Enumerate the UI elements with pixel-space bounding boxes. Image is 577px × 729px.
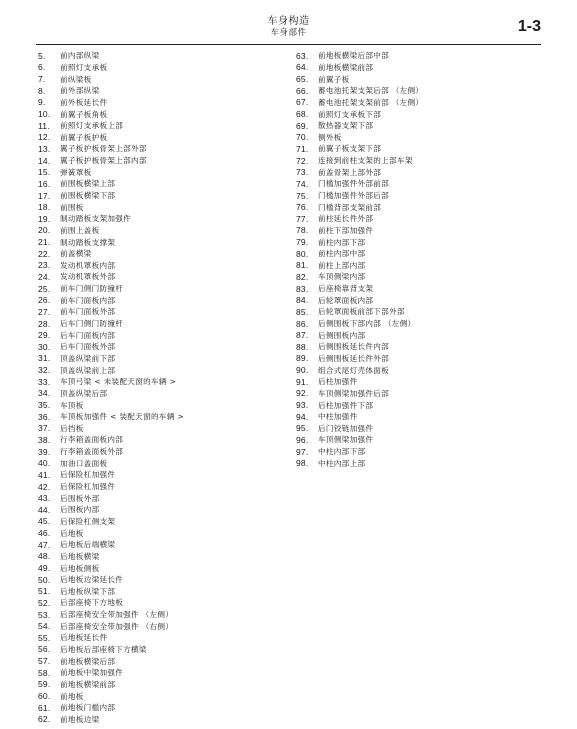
item-label: 前外部纵梁 bbox=[60, 86, 100, 96]
item-number: 5. bbox=[38, 50, 46, 61]
item-label: 弹簧罩板 bbox=[60, 167, 92, 177]
item-number: 61. bbox=[38, 702, 51, 713]
item-number: 94. bbox=[296, 411, 309, 422]
list-item bbox=[296, 364, 546, 376]
list-item bbox=[296, 306, 546, 318]
item-label: 后地板 bbox=[60, 528, 84, 538]
item-label: 前车门面板外部 bbox=[60, 307, 116, 317]
item-number: 22. bbox=[38, 248, 51, 259]
item-number: 54. bbox=[38, 621, 51, 632]
title-block bbox=[0, 16, 577, 38]
item-number: 90. bbox=[296, 365, 309, 376]
list-item bbox=[38, 667, 278, 679]
item-number: 25. bbox=[38, 283, 51, 294]
item-label: 后保险杠加强件 bbox=[60, 470, 116, 480]
item-number: 96. bbox=[296, 434, 309, 445]
list-item bbox=[296, 318, 546, 330]
item-number: 91. bbox=[296, 376, 309, 387]
list-item bbox=[38, 97, 278, 109]
list-item bbox=[38, 504, 278, 516]
list-item bbox=[38, 399, 278, 411]
list-item bbox=[38, 574, 278, 586]
item-number: 50. bbox=[38, 574, 51, 585]
item-label: 顶盖纵梁后部 bbox=[60, 388, 108, 398]
list-item bbox=[296, 50, 546, 62]
list-item bbox=[296, 155, 546, 167]
item-label: 后侧围板延长件内部 bbox=[318, 342, 390, 352]
list-item bbox=[38, 620, 278, 632]
list-item bbox=[38, 318, 278, 330]
item-number: 78. bbox=[296, 225, 309, 236]
item-number: 48. bbox=[38, 551, 51, 562]
item-label: 后侧围板下部内部 （左侧） bbox=[318, 319, 416, 329]
list-item bbox=[296, 329, 546, 341]
list-item bbox=[296, 236, 546, 248]
item-number: 45. bbox=[38, 516, 51, 527]
item-label: 前内部纵梁 bbox=[60, 51, 100, 61]
list-item bbox=[296, 353, 546, 365]
item-label: 前地板横梁后部 bbox=[60, 656, 116, 666]
item-number: 84. bbox=[296, 295, 309, 306]
item-number: 31. bbox=[38, 353, 51, 364]
item-label: 前地板中梁加强件 bbox=[60, 668, 124, 678]
list-item bbox=[38, 73, 278, 85]
item-label: 前翼子板 bbox=[318, 74, 350, 84]
list-item bbox=[38, 248, 278, 260]
item-number: 95. bbox=[296, 423, 309, 434]
item-number: 89. bbox=[296, 353, 309, 364]
list-item bbox=[38, 329, 278, 341]
item-label: 后部座椅安全带加强件 （右侧） bbox=[60, 621, 174, 631]
item-number: 55. bbox=[38, 632, 51, 643]
list-item bbox=[38, 341, 278, 353]
item-number: 72. bbox=[296, 155, 309, 166]
item-label: 后车门面板内部 bbox=[60, 330, 116, 340]
item-number: 47. bbox=[38, 539, 51, 550]
item-label: 制动踏板支撑架 bbox=[60, 237, 116, 247]
item-label: 前围板横梁下部 bbox=[60, 191, 116, 200]
list-item bbox=[38, 481, 278, 493]
list-item bbox=[296, 248, 546, 260]
item-label: 后保险杠加强件 bbox=[60, 482, 116, 492]
list-item bbox=[296, 294, 546, 306]
list-item bbox=[296, 271, 546, 283]
item-number: 51. bbox=[38, 586, 51, 597]
item-number: 17. bbox=[38, 190, 51, 201]
item-number: 66. bbox=[296, 85, 309, 96]
item-label: 后门铰链加强件 bbox=[318, 423, 374, 433]
item-number: 77. bbox=[296, 213, 309, 224]
item-label: 前柱内部下部 bbox=[318, 237, 366, 247]
list-item bbox=[296, 97, 546, 109]
item-label: 后侧围板内部 bbox=[318, 330, 366, 340]
item-label: 前柱上部内部 bbox=[318, 260, 366, 270]
item-label: 前照灯支承板上部 bbox=[60, 121, 124, 131]
item-label: 后地板纵梁下部 bbox=[60, 586, 116, 596]
list-item bbox=[38, 50, 278, 62]
item-label: 制动踏板支架加强件 bbox=[60, 214, 132, 224]
item-number: 98. bbox=[296, 458, 309, 469]
list-item bbox=[38, 679, 278, 691]
item-label: 车顶侧梁加强件后部 bbox=[318, 388, 390, 398]
item-label: 后车门面板外部 bbox=[60, 342, 116, 352]
list-item bbox=[38, 190, 278, 202]
item-label: 车顶板加强件 < 装配天窗的车辆 > bbox=[60, 412, 185, 422]
list-item bbox=[296, 388, 546, 400]
list-item bbox=[38, 178, 278, 190]
list-item bbox=[38, 551, 278, 563]
list-item bbox=[296, 166, 546, 178]
list-item bbox=[38, 714, 278, 726]
item-label: 前盖骨架上部外部 bbox=[318, 167, 382, 177]
item-number: 92. bbox=[296, 388, 309, 399]
item-number: 68. bbox=[296, 109, 309, 120]
item-number: 16. bbox=[38, 178, 51, 189]
item-label: 中柱加强件 bbox=[318, 412, 358, 422]
list-item bbox=[296, 457, 546, 469]
item-label: 后车门侧门防撞杆 bbox=[60, 319, 124, 329]
list-item bbox=[296, 260, 546, 272]
item-label: 后轮罩面板前部下部外部 bbox=[318, 307, 405, 317]
list-item bbox=[38, 260, 278, 272]
item-number: 83. bbox=[296, 283, 309, 294]
item-label: 前地板横梁后部中部 bbox=[318, 51, 390, 61]
item-label: 顶盖纵梁前下部 bbox=[60, 353, 116, 363]
item-number: 44. bbox=[38, 504, 51, 515]
item-number: 52. bbox=[38, 597, 51, 608]
list-item bbox=[38, 131, 278, 143]
item-label: 前地板门槛内部 bbox=[60, 703, 116, 713]
item-label: 后柱加强件 bbox=[318, 377, 358, 387]
list-item bbox=[296, 341, 546, 353]
item-number: 71. bbox=[296, 143, 309, 154]
item-number: 85. bbox=[296, 306, 309, 317]
item-number: 20. bbox=[38, 225, 51, 236]
item-label: 前地板横梁前部 bbox=[60, 679, 116, 689]
item-number: 46. bbox=[38, 528, 51, 539]
item-label: 蓄电池托架支架前部 （左侧） bbox=[318, 97, 424, 107]
list-item bbox=[38, 690, 278, 702]
item-number: 34. bbox=[38, 388, 51, 399]
list-item bbox=[38, 225, 278, 237]
item-number: 36. bbox=[38, 411, 51, 422]
item-label: 翼子板护板骨架上部内部 bbox=[60, 156, 147, 166]
item-number: 67. bbox=[296, 97, 309, 108]
list-item bbox=[38, 85, 278, 97]
item-label: 中柱内部下部 bbox=[318, 447, 366, 457]
item-label: 后围板外部 bbox=[60, 493, 100, 503]
list-item bbox=[38, 120, 278, 132]
item-number: 60. bbox=[38, 691, 51, 702]
page-subtitle: 车身部件 bbox=[270, 28, 307, 38]
item-label: 蓄电池托架支架后部 （左侧） bbox=[318, 86, 424, 96]
item-label: 组合式尾灯壳体面板 bbox=[318, 365, 390, 375]
list-item bbox=[296, 178, 546, 190]
list-item bbox=[38, 457, 278, 469]
list-item bbox=[296, 73, 546, 85]
list-item bbox=[296, 62, 546, 74]
item-label: 前地板横梁前部 bbox=[318, 62, 374, 72]
item-number: 14. bbox=[38, 155, 51, 166]
item-number: 28. bbox=[38, 318, 51, 329]
item-number: 6. bbox=[38, 62, 46, 73]
list-item bbox=[296, 225, 546, 237]
item-label: 前翼子板护板 bbox=[60, 132, 108, 142]
item-number: 74. bbox=[296, 178, 309, 189]
item-number: 73. bbox=[296, 167, 309, 178]
item-number: 65. bbox=[296, 74, 309, 85]
item-number: 12. bbox=[38, 132, 51, 143]
list-item bbox=[296, 201, 546, 213]
list-item bbox=[296, 446, 546, 458]
item-label: 前纵梁板 bbox=[60, 74, 92, 84]
list-item bbox=[38, 539, 278, 551]
item-label: 发动机罩板外部 bbox=[60, 272, 116, 282]
item-number: 41. bbox=[38, 469, 51, 480]
item-number: 80. bbox=[296, 248, 309, 259]
list-item bbox=[296, 85, 546, 97]
page-header bbox=[0, 14, 577, 44]
item-label: 前翼子板支架下部 bbox=[318, 144, 382, 154]
item-number: 29. bbox=[38, 330, 51, 341]
list-item bbox=[296, 283, 546, 295]
item-label: 前照灯支承板下部 bbox=[318, 109, 382, 119]
list-item bbox=[38, 492, 278, 504]
item-number: 26. bbox=[38, 295, 51, 306]
item-label: 后轮罩面板内部 bbox=[318, 295, 374, 305]
item-label: 中柱内部上部 bbox=[318, 458, 366, 468]
item-number: 18. bbox=[38, 202, 51, 213]
item-number: 19. bbox=[38, 213, 51, 224]
item-number: 38. bbox=[38, 434, 51, 445]
list-item bbox=[38, 585, 278, 597]
item-number: 10. bbox=[38, 109, 51, 120]
item-label: 前地板边梁 bbox=[60, 714, 100, 724]
item-number: 76. bbox=[296, 202, 309, 213]
item-number: 63. bbox=[296, 50, 309, 61]
page-title: 车身构造 bbox=[267, 16, 310, 27]
item-number: 70. bbox=[296, 132, 309, 143]
item-label: 后地板延长件 bbox=[60, 633, 108, 643]
list-item bbox=[38, 655, 278, 667]
item-label: 行李箱盖面板内部 bbox=[60, 435, 124, 445]
item-label: 前翼子板角板 bbox=[60, 109, 108, 119]
item-label: 翼子板护板骨架上部外部 bbox=[60, 144, 147, 154]
item-number: 82. bbox=[296, 271, 309, 282]
item-label: 后地板后端横梁 bbox=[60, 540, 116, 550]
item-number: 21. bbox=[38, 237, 51, 248]
list-item bbox=[38, 213, 278, 225]
list-item bbox=[38, 155, 278, 167]
list-item bbox=[38, 143, 278, 155]
item-label: 发动机罩板内部 bbox=[60, 260, 116, 270]
list-item bbox=[38, 376, 278, 388]
list-item bbox=[38, 108, 278, 120]
list-item bbox=[38, 527, 278, 539]
item-label: 后保险杠侧支架 bbox=[60, 516, 116, 526]
item-label: 侧外板 bbox=[318, 132, 342, 142]
item-number: 40. bbox=[38, 458, 51, 469]
list-item bbox=[38, 353, 278, 365]
list-item bbox=[38, 283, 278, 295]
item-label: 后侧围板延长件外部 bbox=[318, 353, 390, 363]
item-label: 后座椅靠背支架 bbox=[318, 284, 374, 294]
list-item bbox=[38, 201, 278, 213]
item-label: 后地板侧板 bbox=[60, 563, 100, 573]
item-label: 车顶板 bbox=[60, 400, 84, 410]
item-number: 75. bbox=[296, 190, 309, 201]
item-number: 62. bbox=[38, 714, 51, 725]
item-label: 门槛加强件外部前部 bbox=[318, 179, 390, 189]
list-item bbox=[38, 364, 278, 376]
parts-list-left bbox=[38, 50, 278, 725]
item-number: 24. bbox=[38, 271, 51, 282]
item-label: 前柱延长件外部 bbox=[318, 214, 374, 224]
list-item bbox=[38, 62, 278, 74]
item-label: 前柱下部加强件 bbox=[318, 225, 374, 235]
item-number: 8. bbox=[38, 85, 46, 96]
list-item bbox=[38, 644, 278, 656]
item-label: 后地板边梁延长件 bbox=[60, 575, 124, 585]
list-item bbox=[38, 446, 278, 458]
list-item bbox=[38, 632, 278, 644]
header-rule bbox=[36, 44, 541, 45]
item-label: 门槛背部支架前部 bbox=[318, 202, 382, 212]
item-number: 59. bbox=[38, 679, 51, 690]
list-item bbox=[38, 469, 278, 481]
list-item bbox=[296, 143, 546, 155]
item-number: 33. bbox=[38, 376, 51, 387]
item-number: 30. bbox=[38, 341, 51, 352]
item-label: 后挡板 bbox=[60, 423, 84, 433]
item-label: 前盖横梁 bbox=[60, 249, 92, 259]
item-label: 前车门面板内部 bbox=[60, 295, 116, 305]
item-number: 11. bbox=[38, 120, 50, 131]
list-item bbox=[38, 434, 278, 446]
list-item bbox=[38, 702, 278, 714]
item-label: 后部座椅下方地板 bbox=[60, 598, 124, 608]
item-number: 87. bbox=[296, 330, 309, 341]
item-label: 连接到前柱支架的上部车架 bbox=[318, 156, 413, 166]
item-label: 顶盖纵梁前上部 bbox=[60, 365, 116, 375]
item-label: 后围板内部 bbox=[60, 505, 100, 515]
item-number: 93. bbox=[296, 400, 309, 411]
list-item bbox=[38, 294, 278, 306]
item-number: 13. bbox=[38, 143, 51, 154]
item-number: 81. bbox=[296, 260, 309, 271]
item-number: 32. bbox=[38, 365, 51, 376]
item-label: 前外板延长件 bbox=[60, 97, 108, 107]
list-item bbox=[38, 166, 278, 178]
item-label: 前围上盖板 bbox=[60, 225, 100, 235]
item-number: 58. bbox=[38, 667, 51, 678]
item-number: 9. bbox=[38, 97, 46, 108]
item-number: 64. bbox=[296, 62, 309, 73]
list-item bbox=[38, 516, 278, 528]
list-item bbox=[38, 609, 278, 621]
list-item bbox=[38, 562, 278, 574]
list-item bbox=[296, 399, 546, 411]
list-item bbox=[38, 411, 278, 423]
list-item bbox=[38, 306, 278, 318]
item-number: 27. bbox=[38, 306, 51, 317]
list-item bbox=[296, 213, 546, 225]
item-number: 88. bbox=[296, 341, 309, 352]
item-number: 37. bbox=[38, 423, 51, 434]
list-item bbox=[38, 597, 278, 609]
item-label: 前车门侧门防撞杆 bbox=[60, 284, 124, 294]
parts-list-right bbox=[296, 50, 546, 469]
list-item bbox=[296, 108, 546, 120]
item-number: 42. bbox=[38, 481, 51, 492]
list-item bbox=[296, 120, 546, 132]
item-label: 行李箱盖面板外部 bbox=[60, 447, 124, 457]
item-number: 39. bbox=[38, 446, 51, 457]
item-number: 49. bbox=[38, 563, 51, 573]
list-item bbox=[296, 376, 546, 388]
item-label: 车顶侧梁加强件 bbox=[318, 435, 374, 445]
list-item bbox=[38, 388, 278, 400]
list-item bbox=[38, 271, 278, 283]
list-item bbox=[296, 190, 546, 202]
list-item bbox=[296, 423, 546, 435]
item-number: 97. bbox=[296, 446, 309, 457]
item-number: 53. bbox=[38, 609, 51, 620]
item-label: 前围板横梁上部 bbox=[60, 179, 116, 189]
item-number: 69. bbox=[296, 120, 309, 131]
item-label: 后地板横梁 bbox=[60, 551, 100, 561]
list-item bbox=[296, 411, 546, 423]
item-number: 56. bbox=[38, 644, 51, 655]
item-label: 后柱加强件下部 bbox=[318, 400, 374, 410]
item-number: 7. bbox=[38, 74, 46, 85]
item-label: 车顶弓梁 < 未装配天窗的车辆 > bbox=[60, 377, 177, 387]
item-label: 加油口盖面板 bbox=[60, 458, 108, 468]
list-item bbox=[296, 131, 546, 143]
item-number: 57. bbox=[38, 656, 51, 667]
item-number: 86. bbox=[296, 318, 309, 329]
item-label: 后部座椅安全带加强件 （左侧） bbox=[60, 610, 174, 620]
item-label: 门槛加强件外部后部 bbox=[318, 191, 390, 200]
item-number: 23. bbox=[38, 260, 51, 271]
page-number: 1-3 bbox=[517, 18, 541, 35]
item-number: 35. bbox=[38, 400, 51, 411]
item-label: 车顶侧梁内部 bbox=[318, 272, 366, 282]
item-label: 前照灯支承板 bbox=[60, 62, 108, 72]
list-item bbox=[38, 236, 278, 248]
item-label: 前地板 bbox=[60, 691, 84, 701]
item-label: 前柱内部中部 bbox=[318, 249, 366, 259]
item-number: 43. bbox=[38, 493, 51, 504]
item-number: 15. bbox=[38, 167, 51, 178]
item-number: 79. bbox=[296, 237, 309, 248]
list-item bbox=[296, 434, 546, 446]
item-label: 散热器支架下部 bbox=[318, 121, 374, 131]
item-label: 后地板后部座椅下方横梁 bbox=[60, 644, 147, 654]
list-item bbox=[38, 423, 278, 435]
item-label: 前围板 bbox=[60, 202, 84, 212]
